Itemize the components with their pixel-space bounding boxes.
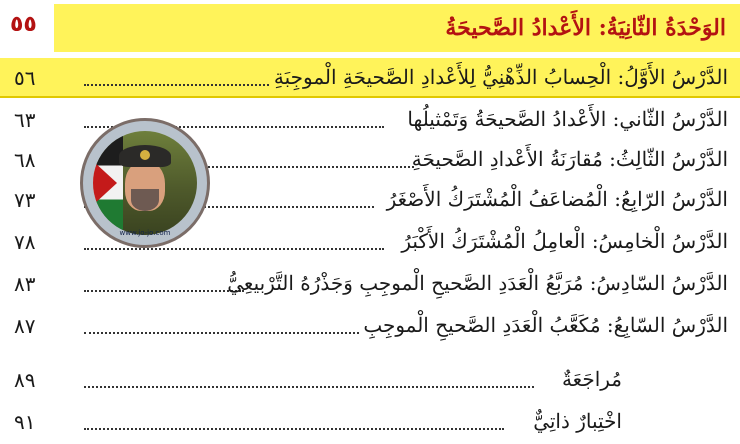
self-test-page-number: ٩١ bbox=[14, 410, 36, 434]
dot-leader bbox=[84, 276, 244, 292]
dot-leader bbox=[84, 414, 504, 430]
portrait-badge bbox=[80, 118, 210, 248]
lesson-page-number: ٦٨ bbox=[14, 148, 36, 172]
lesson-title: الدَّرْسُ الأَوَّلُ: الْحِسابُ الذِّهْنِيُّ لِلأَعْدادِ الصَّحيحَةِ الْموجِبَةِ bbox=[270, 62, 728, 92]
badge-url: www.jo-jo.com bbox=[119, 229, 171, 237]
toc-row[interactable] bbox=[0, 360, 740, 400]
lesson-title: الدَّرْسُ الثّاني: الأَعْدادُ الصَّحيحَةُ وَتَمْثيلُها bbox=[407, 107, 728, 131]
lesson-page-number: ٥٦ bbox=[14, 66, 36, 90]
lesson-page-number: ٨٣ bbox=[14, 272, 36, 296]
lesson-title: الدَّرْسُ الْخامِسُ: الْعامِلُ الْمُشْتَرَكُ الأَكْبَرُ bbox=[401, 229, 728, 253]
unit-page-number: ٥٥ bbox=[10, 12, 37, 37]
portrait-image bbox=[93, 131, 197, 235]
lesson-page-number: ٧٨ bbox=[14, 230, 36, 254]
dot-leader bbox=[84, 70, 269, 86]
lesson-title: الدَّرْسُ السّابِعُ: مُكَعَّبُ الْعَدَدِ الصَّحيحِ الْموجِبِ bbox=[363, 313, 728, 337]
flag-icon bbox=[93, 131, 123, 235]
lesson-page-number: ٨٧ bbox=[14, 314, 36, 338]
review-page-number: ٨٩ bbox=[14, 368, 36, 392]
lesson-title: الدَّرْسُ الرّابِعُ: الْمُضاعَفُ الْمُشْتَرَكُ الأَصْغَرُ bbox=[386, 187, 728, 211]
lesson-title: الدَّرْسُ السّادِسُ: مُرَبَّعُ الْعَدَدِ الصَّحيحِ الْموجِبِ وَجَذْرُهُ التَّرْبيعِيُّ bbox=[227, 271, 728, 295]
dot-leader bbox=[84, 318, 359, 334]
dot-leader bbox=[84, 372, 534, 388]
toc-row[interactable] bbox=[0, 402, 740, 442]
portrait-cap bbox=[119, 145, 171, 167]
lesson-page-number: ٧٣ bbox=[14, 188, 36, 212]
toc-row[interactable] bbox=[0, 58, 740, 98]
toc-row[interactable] bbox=[0, 264, 740, 304]
lesson-title: الدَّرْسُ الثّالِثُ: مُقارَنَةُ الأَعْدادِ الصَّحيحَةِ bbox=[411, 147, 728, 171]
review-title: مُراجَعَةٌ bbox=[561, 367, 622, 391]
portrait-beard bbox=[131, 189, 159, 211]
lesson-page-number: ٦٣ bbox=[14, 108, 36, 132]
unit-title: الوَحْدَةُ الثّانِيَةُ: الأَعْدادُ الصَّحيحَةُ bbox=[445, 15, 726, 41]
unit-banner bbox=[54, 4, 740, 52]
toc-row[interactable] bbox=[0, 306, 740, 346]
self-test-title: اخْتِبارٌ ذاتِيٌّ bbox=[533, 409, 622, 433]
